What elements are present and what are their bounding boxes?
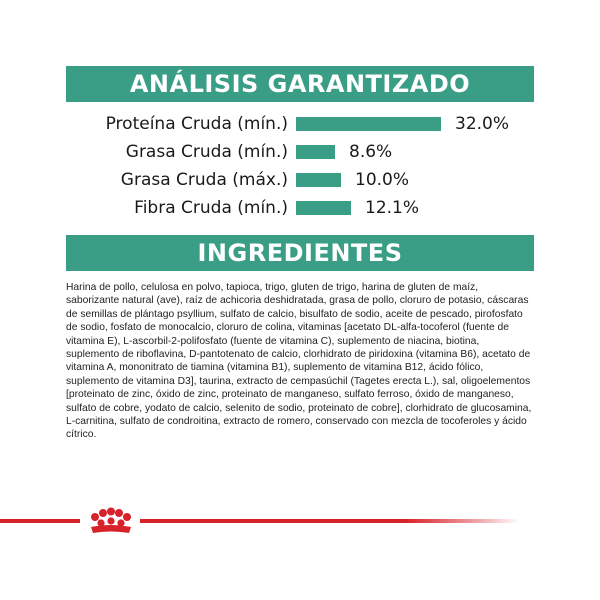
analysis-row bbox=[0, 196, 600, 220]
analysis-bar bbox=[296, 145, 335, 159]
ingredients-title: INGREDIENTES bbox=[66, 235, 534, 271]
analysis-value: 10.0% bbox=[355, 170, 410, 190]
footer-red-line bbox=[0, 519, 520, 523]
analysis-label: Grasa Cruda (mín.) bbox=[125, 142, 288, 162]
analysis-value: 12.1% bbox=[365, 198, 420, 218]
analysis-label: Grasa Cruda (máx.) bbox=[120, 170, 288, 190]
analysis-row bbox=[0, 168, 600, 192]
analysis-title: ANÁLISIS GARANTIZADO bbox=[66, 66, 534, 102]
analysis-value: 32.0% bbox=[455, 114, 510, 134]
analysis-label: Fibra Cruda (mín.) bbox=[134, 198, 288, 218]
analysis-bar bbox=[296, 201, 351, 215]
ingredients-text: Harina de pollo, celulosa en polvo, tapioca, trigo, gluten de trigo, harina de gluten de maíz, saborizante natural (ave), raíz de achicoria deshidratada, grasa de pollo, cloruro de potasio, cáscaras de semillas de plántago psyllium, sulfato de calcio, bisulfato de sodio, aceite de pescado, pirofosfato de sodio, fosfato de monocalcio, cloruro de colina, vitaminas [acetato DL-alfa-tocoferol (fuente de vitamina E), L-ascorbil-2-polifosfato (fuente de vitamina C), suplemento de niacina, biotina, suplemento de riboflavina, D-pantotenato de calcio, clorhidrato de piridoxina (vitamina B6), acetato de vitamina A, mononitrato de tiamina (vitamina B1), suplemento de vitamina B12, ácido fólico, suplemento de vitamina D3], taurina, extracto de cempasúchil (Tagetes erecta L.), sal, oligoelementos [proteinato de zinc, óxido de zinc, proteinato de manganeso, sulfato ferroso, óxido de manganeso, sulfato de cobre, yodato de calcio, selenito de sodio, proteinato de cobre], clorhidrato de glucosamina, L-carnitina, sulfato de condroitina, extracto de romero, conservado con mezcla de tocoferoles y ácido cítrico. bbox=[66, 282, 532, 441]
analysis-row bbox=[0, 112, 600, 136]
analysis-label: Proteína Cruda (mín.) bbox=[105, 114, 288, 134]
analysis-bar bbox=[296, 173, 341, 187]
royal-crown-icon bbox=[80, 505, 140, 537]
analysis-value: 8.6% bbox=[349, 142, 393, 162]
analysis-row bbox=[0, 140, 600, 164]
analysis-bar bbox=[296, 117, 441, 131]
